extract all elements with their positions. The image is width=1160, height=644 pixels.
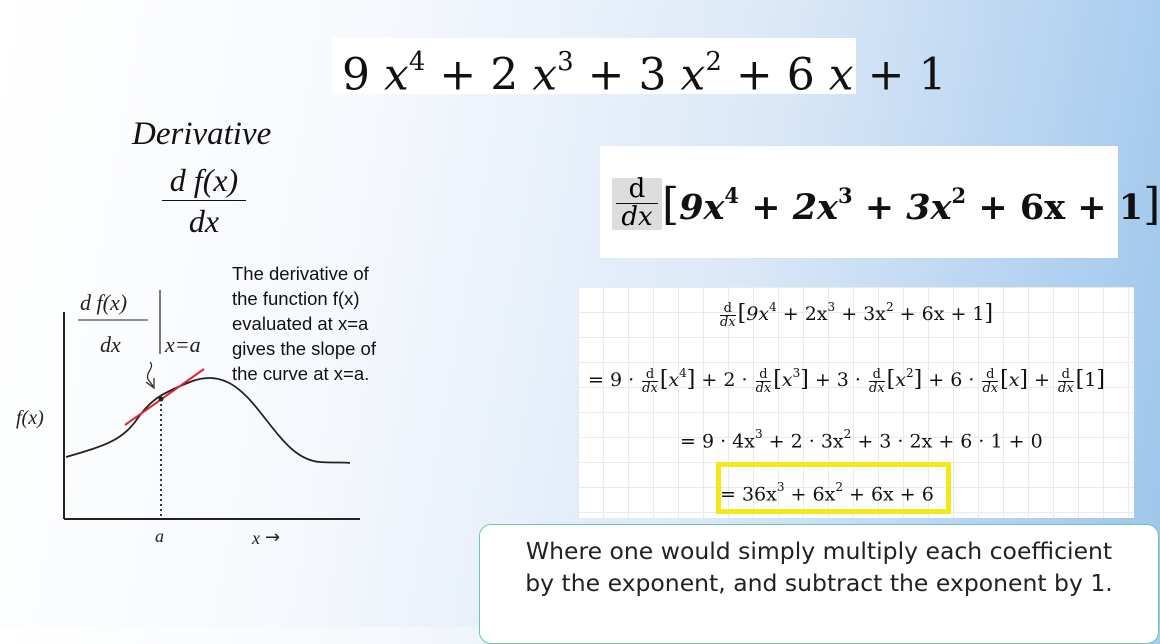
solution-line-1: $\frac{d}{dx}$ $[9x^4 + 2x^3 + 3x^2 + 6x + 1]$ [720,299,994,330]
top-polynomial: 9 $x^4 + 2$ $x^3 + 3$ $x^2 + 6$ x + 1 [332,38,856,94]
graph-x-label: x [252,528,260,548]
graph-numerator: d f(x) [80,290,128,315]
solution-line-2: = 9 · $\frac{d}{dx}$ $[x^4] + 2$ · $\frac{d}{dx}$ $[x^3] + 3$ · $\frac{d}{dx}$ $[x^2] + 6$ · $\frac{d}{dx}$ [x] + $\frac{d}{dx}$ [1] [588,365,1105,396]
solution-line-3: = $9 \cdot 4x^3 + 2 \cdot 3x^2 + 3 \cdot 2x + 6 \cdot 1 + 0$ [680,427,1043,453]
graph-note [232,261,432,386]
function-curve [66,378,350,463]
note-line: the function f(x) [232,288,360,309]
tangent-line [125,369,204,425]
derivative-fraction [162,160,246,241]
derivative-expression: $[9x^4 + 2x^3 + 3x^2 + 6x + 1]$ [662,179,1160,230]
graph-a-label: a [155,526,164,546]
pointer-arrow [147,362,153,386]
note-line: evaluated at x=a [232,313,369,334]
derivative-denominator: dx [188,203,220,239]
graph-y-label: f(x) [16,407,44,429]
note-line: The derivative of [232,263,369,284]
explanation-card [479,524,1159,644]
tangent-point [159,397,164,402]
note-line: the curve at x=a. [232,363,370,384]
derivative-title: Derivative [132,116,272,152]
note-line: gives the slope of [232,338,376,359]
solution-line-4: = $36x^3 + 6x^2 + 6x + 6$ [720,480,934,506]
arrow-right-icon: → [265,527,281,548]
derivative-numerator: d f(x) [162,160,246,201]
final-answer-highlight [716,462,951,514]
derivative-expression-box [600,146,1160,258]
graph-evaluated-at: x=a [165,332,201,357]
ddx-operator: $\frac{d}{dx}$ [616,176,658,231]
explanation-text: Where one would simply multiply each coefficient by the exponent, and subtract the exponent by 1. [525,537,1113,597]
graph-denominator: dx [100,332,121,357]
